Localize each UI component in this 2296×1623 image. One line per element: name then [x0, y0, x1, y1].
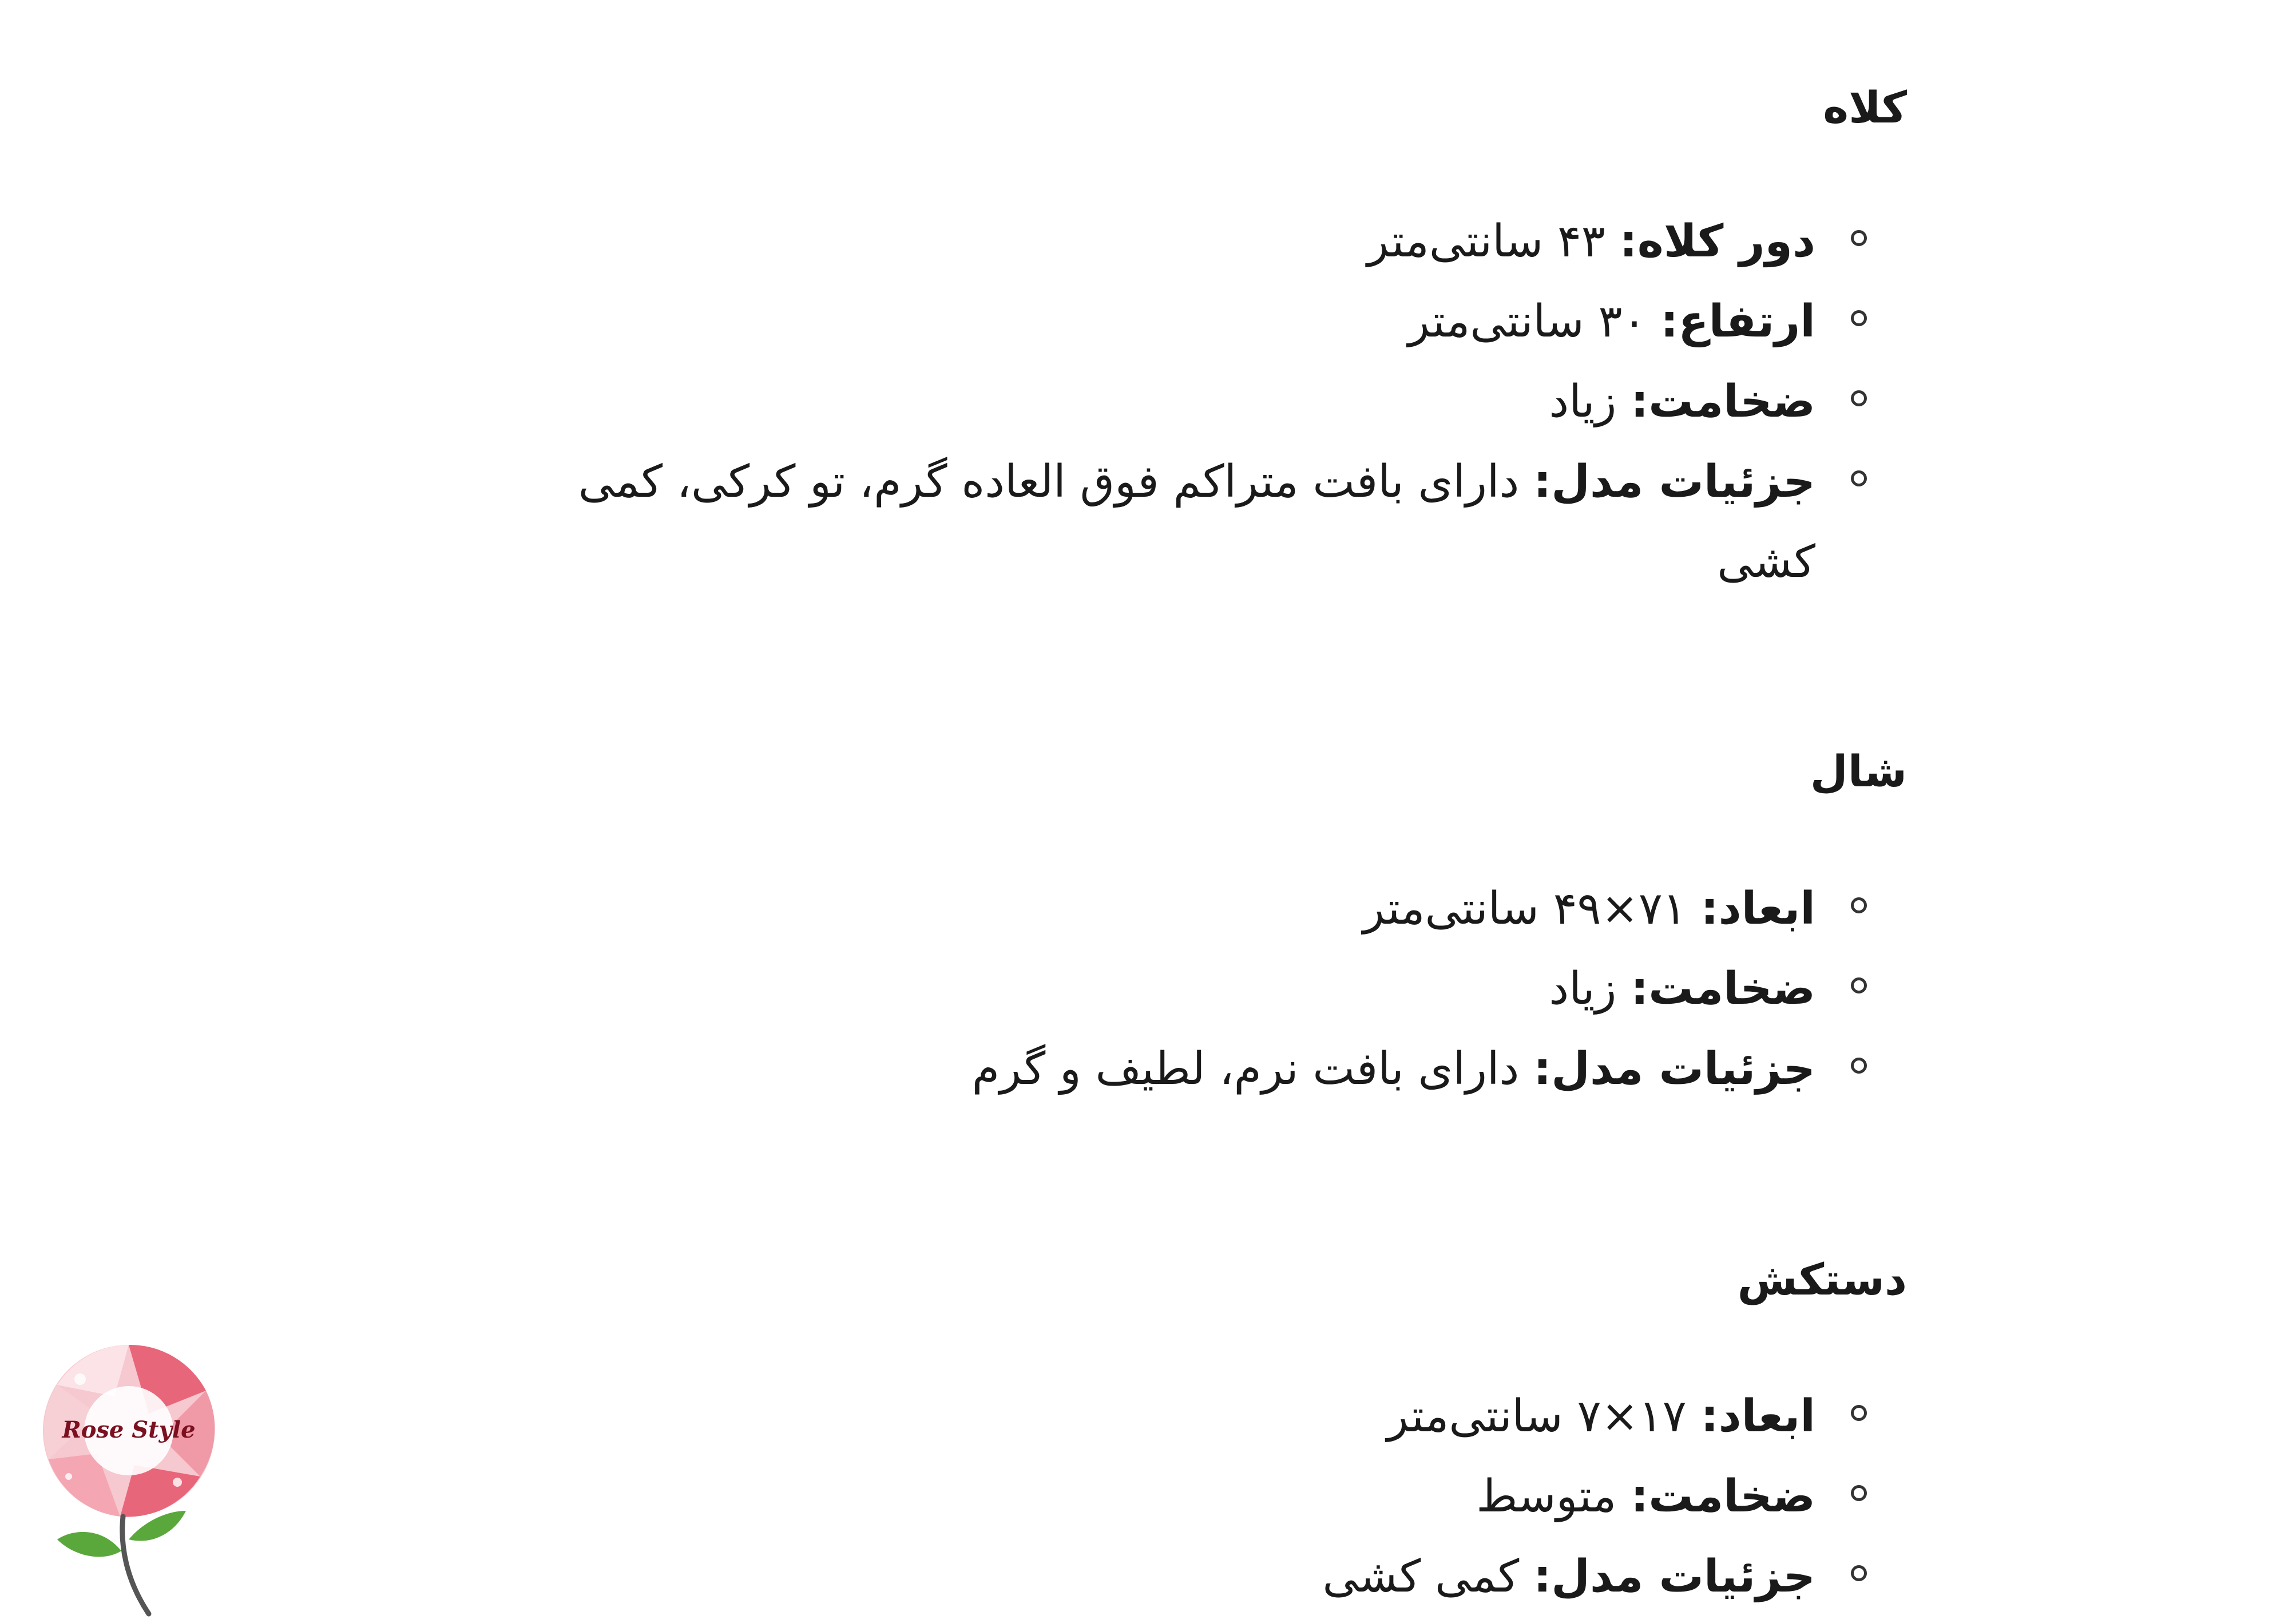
spec-list-shawl — [972, 869, 1815, 1109]
circle-bullet-icon — [1851, 1405, 1867, 1421]
list-item — [511, 362, 1815, 442]
spec-value: زیاد — [1549, 376, 1617, 427]
spec-value: دارای بافت نرم، لطیف و گرم — [971, 1043, 1520, 1095]
circle-bullet-icon — [1851, 390, 1867, 406]
spec-value: دارای بافت متراکم فوق العاده گرم، تو کرکی، کمی کشی — [578, 456, 1815, 588]
list-item — [972, 869, 1815, 949]
rose-style-logo — [34, 1339, 223, 1620]
spec-label: ابعاد: — [1700, 1391, 1815, 1442]
spec-label: جزئیات مدل: — [1533, 1551, 1815, 1602]
spec-label: جزئیات مدل: — [1533, 456, 1815, 508]
section-heading-shawl: شال — [1810, 746, 1907, 797]
spec-label: ضخامت: — [1631, 963, 1815, 1015]
list-item — [511, 201, 1815, 282]
leaf-icon — [57, 1532, 121, 1557]
sparkle-dot — [74, 1373, 86, 1385]
list-item — [972, 949, 1815, 1029]
circle-bullet-icon — [1851, 977, 1867, 993]
spec-label: ضخامت: — [1631, 1471, 1815, 1522]
section-heading-hat: کلاه — [1823, 82, 1907, 133]
list-item — [511, 282, 1815, 362]
spec-label: دور کلاه: — [1619, 216, 1815, 267]
list-item — [972, 1029, 1815, 1109]
list-item — [511, 442, 1815, 602]
spec-label: ضخامت: — [1631, 376, 1815, 427]
logo-text: Rose Style — [62, 1416, 196, 1443]
sparkle-dot — [173, 1478, 182, 1487]
circle-bullet-icon — [1851, 897, 1867, 913]
list-item — [1323, 1537, 1815, 1617]
spec-value: کمی کشی — [1322, 1551, 1520, 1602]
circle-bullet-icon — [1851, 230, 1867, 246]
circle-bullet-icon — [1851, 1565, 1867, 1581]
spec-label: جزئیات مدل: — [1533, 1043, 1815, 1095]
spec-value: ۷۱×۴۹ سانتی‌متر — [1363, 883, 1687, 935]
section-heading-gloves: دستکش — [1737, 1254, 1907, 1305]
spec-label: ابعاد: — [1700, 883, 1815, 935]
spec-value: زیاد — [1549, 963, 1617, 1015]
spec-value: متوسط — [1476, 1471, 1617, 1522]
circle-bullet-icon — [1851, 310, 1867, 326]
circle-bullet-icon — [1851, 1058, 1867, 1074]
spec-value: ۱۷×۷ سانتی‌متر — [1387, 1391, 1687, 1442]
circle-bullet-icon — [1851, 470, 1867, 486]
spec-value: ۴۳ سانتی‌متر — [1367, 216, 1605, 267]
spec-list-hat — [511, 201, 1815, 602]
spec-label: ارتفاع: — [1660, 296, 1815, 347]
spec-list-gloves — [1323, 1376, 1815, 1617]
spec-value: ۳۰ سانتی‌متر — [1408, 296, 1647, 347]
circle-bullet-icon — [1851, 1485, 1867, 1501]
list-item — [1323, 1456, 1815, 1537]
list-item — [1323, 1376, 1815, 1456]
sparkle-dot — [65, 1473, 72, 1480]
